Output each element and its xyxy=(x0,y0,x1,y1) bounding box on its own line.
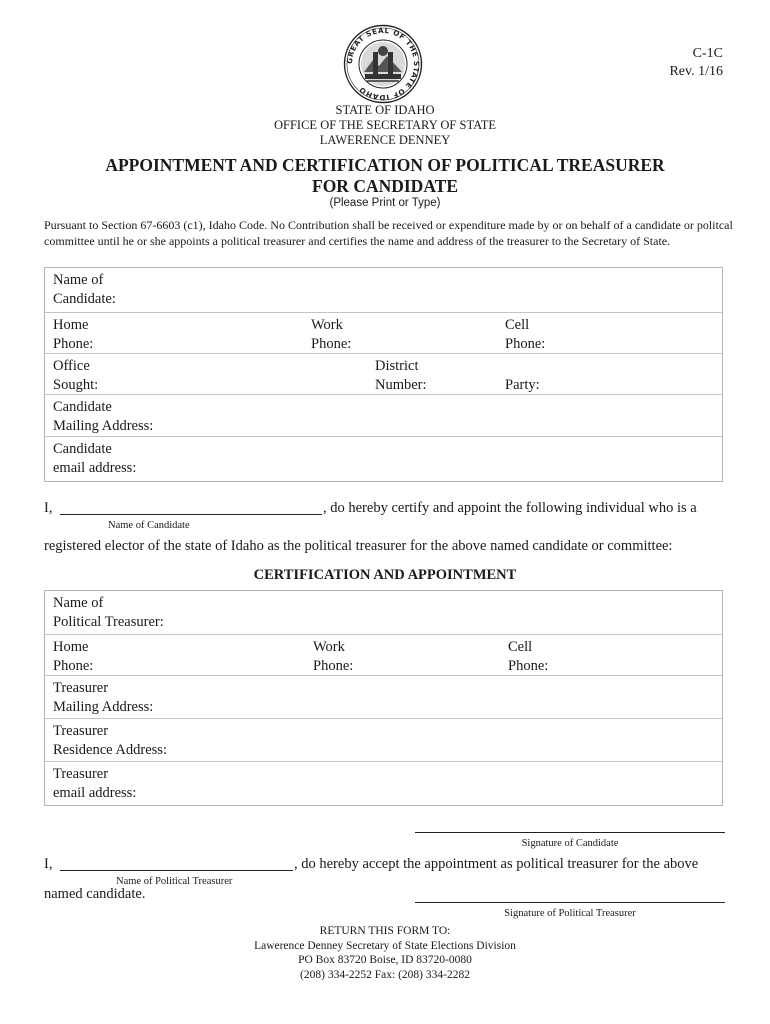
candidate-name-caption: Name of Candidate xyxy=(108,520,190,531)
candidate-signature-line[interactable] xyxy=(415,832,725,833)
treasurer-signature-caption: Signature of Political Treasurer xyxy=(504,908,636,919)
party-label: Party: xyxy=(505,377,540,393)
treasurer-residence-row[interactable] xyxy=(45,719,722,762)
treasurer-name-line[interactable] xyxy=(60,870,293,871)
candidate-cell-phone-label: Cell Phone: xyxy=(505,317,546,352)
section-title: CERTIFICATION AND APPOINTMENT xyxy=(253,567,517,583)
certify-line2: registered elector of the state of Idaho as the political treasurer for the above named candidate or committee: xyxy=(44,538,673,554)
treasurer-residence-label: Treasurer Residence Address: xyxy=(53,723,167,758)
accept-suffix: , do hereby accept the appointment as political treasurer for the above xyxy=(294,856,699,872)
header-state: STATE OF IDAHO xyxy=(335,103,435,117)
header-office: OFFICE OF THE SECRETARY OF STATE xyxy=(274,118,496,132)
treasurer-cell-phone-label: Cell Phone: xyxy=(508,639,549,674)
candidate-phone-row[interactable] xyxy=(45,313,722,354)
candidate-email-row[interactable] xyxy=(45,437,722,481)
district-number-label: District Number: xyxy=(375,358,427,393)
candidate-name-row[interactable] xyxy=(45,268,722,313)
candidate-mailing-label: Candidate Mailing Address: xyxy=(53,399,154,434)
candidate-signature-caption: Signature of Candidate xyxy=(521,838,619,849)
treasurer-home-phone-label: Home Phone: xyxy=(53,639,94,674)
office-sought-label: Office Sought: xyxy=(53,358,99,393)
footer-address: PO Box 83720 Boise, ID 83720-0080 xyxy=(298,954,472,966)
accept-line2: named candidate. xyxy=(44,886,146,902)
state-seal-icon xyxy=(343,24,423,104)
treasurer-mailing-label: Treasurer Mailing Address: xyxy=(53,680,154,715)
certify-prefix: I, xyxy=(44,500,53,516)
form-title-line1: APPOINTMENT AND CERTIFICATION OF POLITICAL TREASURER xyxy=(105,155,665,175)
form-subtitle: (Please Print or Type) xyxy=(329,197,441,209)
treasurer-signature-line[interactable] xyxy=(415,902,725,903)
treasurer-email-row[interactable] xyxy=(45,762,722,805)
footer-addressee: Lawerence Denney Secretary of State Elections Division xyxy=(254,939,516,952)
candidate-name-label: Name of Candidate: xyxy=(53,272,116,307)
header-official: LAWERENCE DENNEY xyxy=(319,133,451,147)
footer-return-label: RETURN THIS FORM TO: xyxy=(319,925,451,937)
candidate-email-label: Candidate email address: xyxy=(53,441,137,476)
treasurer-phone-row[interactable] xyxy=(45,635,722,676)
treasurer-name-label: Name of Political Treasurer: xyxy=(53,595,164,630)
candidate-home-phone-label: Home Phone: xyxy=(53,317,94,352)
certify-suffix: , do hereby certify and appoint the following individual who is a xyxy=(323,500,697,516)
candidate-mailing-row[interactable] xyxy=(45,395,722,437)
candidate-info-box xyxy=(44,267,723,482)
form-revision: Rev. 1/16 xyxy=(669,64,723,79)
treasurer-name-row[interactable] xyxy=(45,591,722,635)
treasurer-work-phone-label: Work Phone: xyxy=(313,639,354,674)
candidate-work-phone-label: Work Phone: xyxy=(311,317,352,352)
intro-paragraph: Pursuant to Section 67-6603 (c1), Idaho Code. No Contribution shall be received or expenditure made by or on behalf of a candidate or politcal committee until he or she appoints a political treasurer and certifies the name and address of the treasurer to the Secretary of State. xyxy=(44,218,733,248)
candidate-name-line[interactable] xyxy=(60,514,322,515)
footer-phone-fax: (208) 334-2252 Fax: (208) 334-2282 xyxy=(300,968,470,981)
form-title-line2: FOR CANDIDATE xyxy=(312,176,458,196)
accept-prefix: I, xyxy=(44,856,53,872)
treasurer-name-caption: Name of Political Treasurer xyxy=(116,876,233,887)
candidate-office-row[interactable] xyxy=(45,354,722,395)
svg-text:GREAT SEAL OF THE STATE OF IDA: GREAT SEAL OF THE STATE OF IDAHO xyxy=(344,25,422,103)
form-code-block xyxy=(669,45,723,81)
form-code: C-1C xyxy=(692,46,723,61)
treasurer-mailing-row[interactable] xyxy=(45,676,722,719)
treasurer-email-label: Treasurer email address: xyxy=(53,766,137,801)
treasurer-info-box xyxy=(44,590,723,806)
